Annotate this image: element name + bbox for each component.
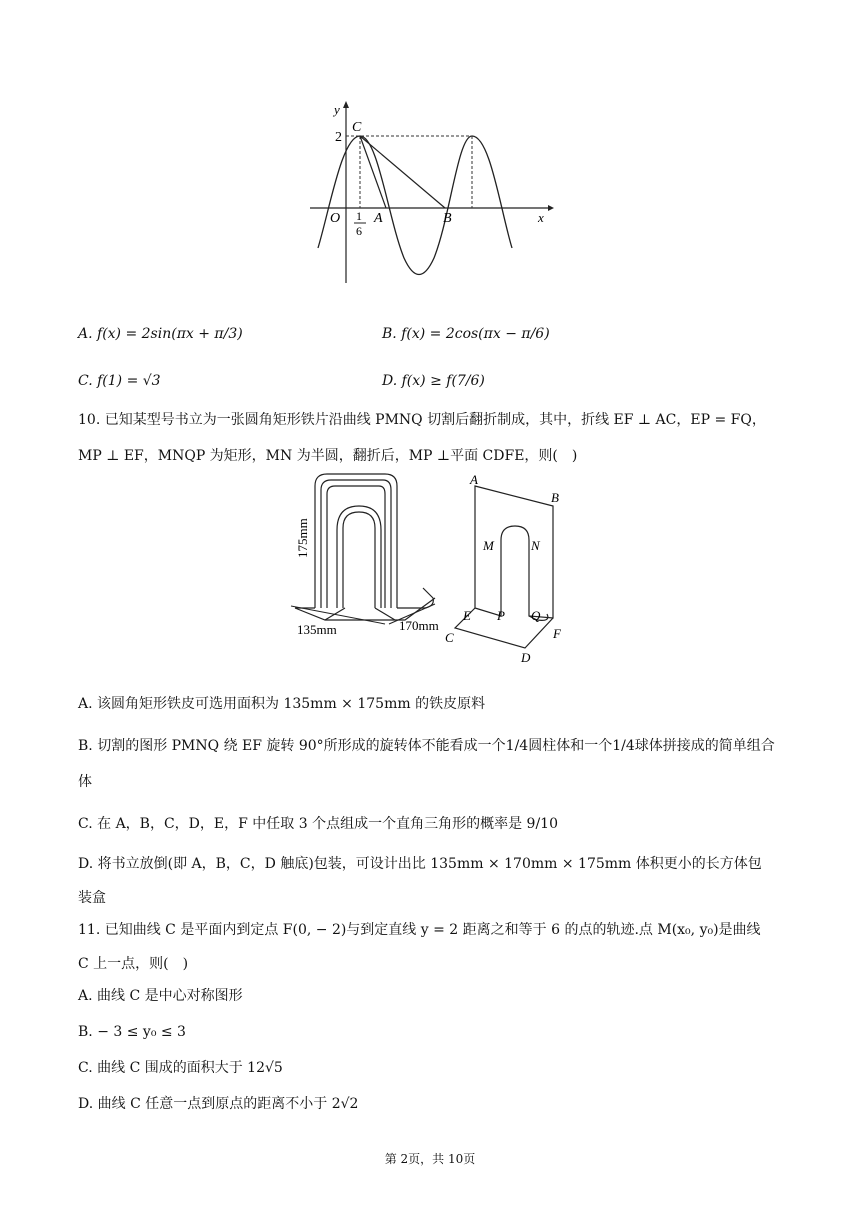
geometric-figure <box>455 486 553 648</box>
fig-point-q: Q <box>531 608 541 623</box>
fig-point-f: F <box>553 626 561 641</box>
point-c-label: C <box>352 120 362 135</box>
dim-135-label: 135mm <box>297 622 337 637</box>
q11-option-a: A. 曲线 C 是中心对称图形 <box>78 988 243 1004</box>
dim-175-label: 175mm <box>295 518 310 558</box>
origin-label: O <box>330 211 341 226</box>
q10-stem-line1: 10. 已知某型号书立为一张圆角矩形铁片沿曲线 PMNQ 切割后翻折制成，其中，折线 EF ⊥ AC，EP = FQ， <box>78 412 766 428</box>
q9-option-c: C. f(1) = √3 <box>78 373 161 389</box>
fig-point-n: N <box>531 538 540 553</box>
q11-option-b: B. − 3 ≤ y₀ ≤ 3 <box>78 1024 186 1040</box>
point-b-label: B <box>443 211 452 226</box>
y-axis-arrow <box>343 101 349 108</box>
page-footer: 第 2页，共 10页 <box>384 1152 476 1166</box>
q10-option-b-line1: B. 切割的图形 PMNQ 绕 EF 旋转 90°所形成的旋转体不能看成一个1/4圆柱体和一个1/4球体拼接成的简单组合 <box>78 738 775 754</box>
q10-option-d-line1: D. 将书立放倒(即 A，B，C，D 触底)包装，可设计出比 135mm × 170mm × 175mm 体积更小的长方体包 <box>78 856 762 872</box>
q10-stem-line2: MP ⊥ EF，MNQP 为矩形，MN 为半圆，翻折后，MP ⊥平面 CDFE，则( ) <box>78 448 578 464</box>
fig-point-c: C <box>445 630 454 645</box>
frac-numerator: 1 <box>356 209 362 223</box>
fig-point-d: D <box>521 650 531 665</box>
q9-option-d: D. f(x) ≥ f(7/6) <box>382 373 485 389</box>
q10-option-b-line2: 体 <box>78 774 92 790</box>
frac-denominator: 6 <box>356 224 362 238</box>
dim-170-label: 170mm <box>399 618 439 633</box>
fig-point-e: E <box>463 608 471 623</box>
q9-option-b: B. f(x) = 2cos(πx − π/6) <box>382 326 550 342</box>
sine-graph-figure <box>300 98 560 288</box>
q11-option-d: D. 曲线 C 任意一点到原点的距离不小于 2√2 <box>78 1096 359 1112</box>
bookstand-figure <box>285 468 585 668</box>
fig-point-m: M <box>483 538 494 553</box>
q9-option-a: A. f(x) = 2sin(πx + π/3) <box>78 326 243 342</box>
fig-point-a: A <box>470 472 478 487</box>
fig-point-p: P <box>497 608 505 623</box>
bookend-3d <box>295 474 435 620</box>
q11-option-c: C. 曲线 C 围成的面积大于 12√5 <box>78 1060 283 1076</box>
q11-stem-line1: 11. 已知曲线 C 是平面内到定点 F(0, − 2)与到定直线 y = 2 距离之和等于 6 的点的轨迹.点 M(x₀, y₀)是曲线 <box>78 922 761 938</box>
q10-option-c: C. 在 A，B，C，D，E，F 中任取 3 个点组成一个直角三角形的概率是 9/10 <box>78 816 558 832</box>
x-axis-arrow <box>548 205 554 211</box>
fig-point-b: B <box>551 490 559 505</box>
q11-stem-line2: C 上一点，则( ) <box>78 956 189 972</box>
max-value-label: 2 <box>335 130 342 145</box>
q10-option-a: A. 该圆角矩形铁皮可选用面积为 135mm × 175mm 的铁皮原料 <box>78 696 486 712</box>
sine-curve <box>318 136 512 275</box>
x-axis-label: x <box>538 210 544 225</box>
q10-option-d-line2: 装盒 <box>78 890 106 906</box>
y-axis-label: y <box>334 102 340 117</box>
point-a-label: A <box>374 211 383 226</box>
